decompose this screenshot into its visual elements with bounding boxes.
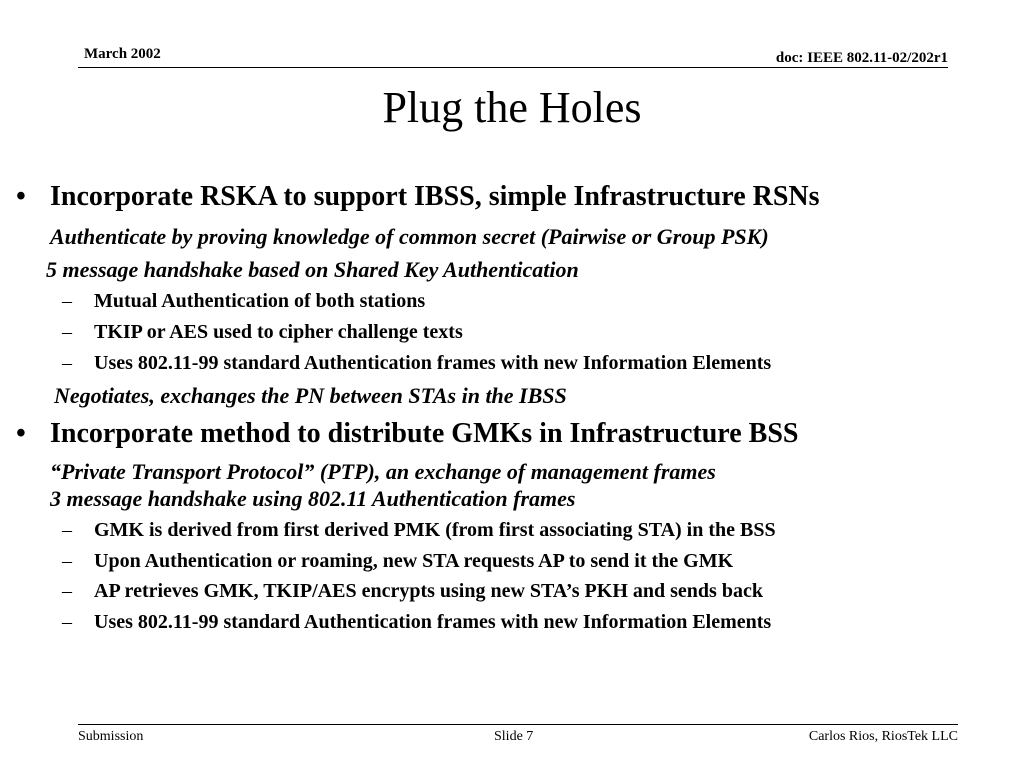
dash-item: – Upon Authentication or roaming, new STA requests AP to send it the GMK — [62, 550, 734, 572]
header-date: March 2002 — [84, 46, 161, 62]
dash-item: – Mutual Authentication of both stations — [62, 290, 426, 312]
sub-item: “Private Transport Protocol” (PTP), an exchange of management frames — [50, 459, 716, 484]
slide-title: Plug the Holes — [382, 83, 642, 132]
bullet-text: Incorporate method to distribute GMKs in Infrastructure BSS — [50, 418, 799, 449]
bullet-glyph: • — [16, 418, 26, 449]
dash-item: – TKIP or AES used to cipher challenge texts — [62, 321, 463, 343]
dash-item: – GMK is derived from first derived PMK (from first associating STA) in the BSS — [62, 519, 776, 541]
sub-item: Negotiates, exchanges the PN between STAs in the IBSS — [54, 383, 567, 408]
dash-glyph: – — [62, 550, 72, 572]
footer-slide-number: Slide 7 — [494, 729, 534, 744]
dash-glyph: – — [62, 321, 72, 343]
sub-item: 3 message handshake using 802.11 Authentication frames — [50, 486, 576, 511]
bullet-text: Incorporate RSKA to support IBSS, simple Infrastructure RSNs — [50, 181, 820, 212]
dash-glyph: – — [62, 580, 72, 602]
footer-rule — [78, 724, 958, 725]
header-doc-id: doc: IEEE 802.11-02/202r1 — [775, 50, 948, 66]
bullet-item-gmk — [16, 418, 798, 450]
dash-item: – AP retrieves GMK, TKIP/AES encrypts using new STA’s PKH and sends back — [62, 580, 763, 602]
dash-item: – Uses 802.11-99 standard Authentication frames with new Information Elements — [62, 352, 772, 374]
header-rule — [78, 67, 948, 68]
bullet-item-rska — [16, 181, 820, 213]
footer-submission: Submission — [78, 729, 144, 744]
sub-item: 5 message handshake based on Shared Key Authentication — [46, 257, 579, 282]
dash-item: – Uses 802.11-99 standard Authentication frames with new Information Elements — [62, 611, 772, 633]
dash-glyph: – — [62, 352, 72, 374]
bullet-glyph: • — [16, 181, 26, 212]
sub-item: Authenticate by proving knowledge of common secret (Pairwise or Group PSK) — [50, 224, 769, 249]
dash-glyph: – — [62, 519, 72, 541]
dash-glyph: – — [62, 611, 72, 633]
footer-author: Carlos Rios, RiosTek LLC — [808, 729, 958, 744]
dash-glyph: – — [62, 290, 72, 312]
